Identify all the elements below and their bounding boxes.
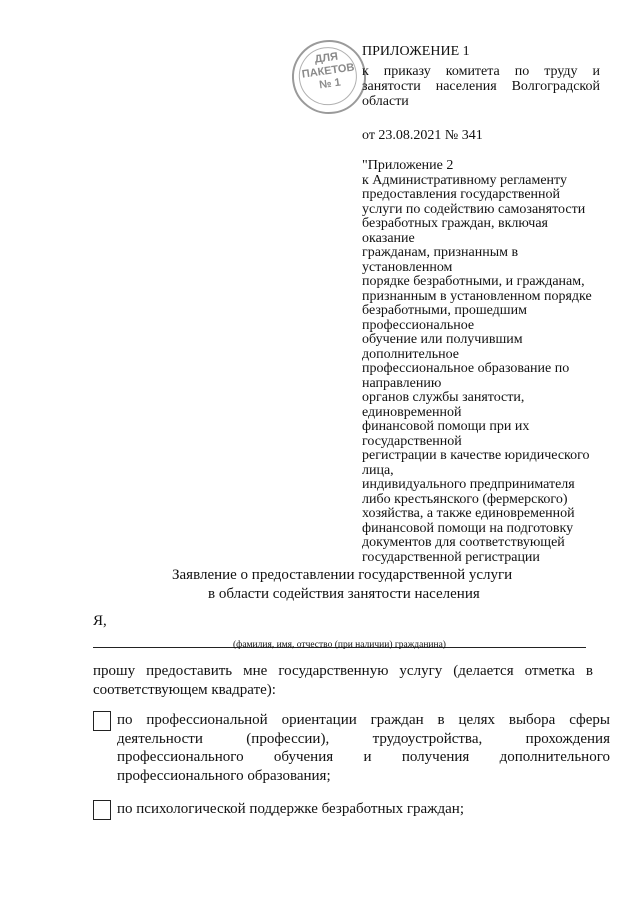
annex-line: дополнительное xyxy=(362,346,459,362)
annex-line: безработных граждан, включая xyxy=(362,216,548,231)
annex-reference xyxy=(362,159,607,565)
annex-line: единовременной xyxy=(362,404,462,420)
annex-line: "Приложение 2 xyxy=(362,158,454,173)
annex-line: хозяйства, а также единовременной xyxy=(362,506,575,521)
annex-line: порядке безработными, и гражданам, xyxy=(362,274,585,289)
annex-line: гражданам, признанным в xyxy=(362,245,519,260)
annex-line: безработными, прошедшим xyxy=(362,303,527,318)
annex-line: финансовой помощи на подготовку xyxy=(362,520,574,536)
annex-line: государственной xyxy=(362,433,462,449)
annex-line: оказание xyxy=(362,230,415,246)
annex-line: индивидуального предпринимателя xyxy=(362,477,575,492)
stamp-line-1: ДЛЯ xyxy=(313,50,339,66)
annex-line: обучение или получившим xyxy=(362,332,523,347)
stamp xyxy=(287,35,371,119)
annex-line: государственной регистрации xyxy=(362,549,540,565)
annex-line: установленном xyxy=(362,259,453,275)
request-text: прошу предоставить мне государственную услугу (делается отметка в соответствующем квадрате): xyxy=(93,663,593,698)
annex-line: признанным в установленном порядке xyxy=(362,288,592,304)
annex-line: документов для соответствующей xyxy=(362,535,565,550)
option-text-psychological-support: по психологической поддержке безработных граждан; xyxy=(117,801,464,817)
annex-line: профессиональное xyxy=(362,317,475,333)
annex-line: либо крестьянского (фермерского) xyxy=(362,491,568,507)
stamp-line-2: ПАКЕТОВ xyxy=(301,61,356,81)
form-title-line-2: в области содействия занятости населения xyxy=(208,586,480,602)
option-text-career-guidance: по профессиональной ориентации граждан в целях выбора сферы деятельности (профессии), трудоустройства, прохождения профессионального обучения и получения дополнительного профессионального образования; xyxy=(117,712,610,784)
annex-line: регистрации в качестве юридического xyxy=(362,448,590,463)
annex-line: органов службы занятости, xyxy=(362,390,525,405)
option-checkbox-career-guidance[interactable] xyxy=(93,711,111,731)
annex-line: предоставления государственной xyxy=(362,187,561,202)
annex-line: финансовой помощи при их xyxy=(362,419,530,434)
annex-line: лица, xyxy=(362,462,394,478)
appendix-subtitle: к приказу комитета по труду и занятости населения Волгоградской области xyxy=(362,64,600,109)
stamp-line-3: № 1 xyxy=(318,76,342,92)
appendix-title: ПРИЛОЖЕНИЕ 1 xyxy=(362,44,470,59)
fio-caption: (фамилия, имя, отчество (при наличии) гражданина) xyxy=(233,640,446,650)
annex-line: направлению xyxy=(362,375,442,391)
order-date: от 23.08.2021 № 341 xyxy=(362,128,483,143)
form-title-line-1: Заявление о предоставлении государственной услуги xyxy=(172,567,513,583)
option-checkbox-psychological-support[interactable] xyxy=(93,800,111,820)
ya-label: Я, xyxy=(93,613,107,629)
annex-line: профессиональное образование по xyxy=(362,361,570,376)
annex-line: услуги по содействию самозанятости xyxy=(362,201,586,217)
annex-line: к Административному регламенту xyxy=(362,172,567,188)
